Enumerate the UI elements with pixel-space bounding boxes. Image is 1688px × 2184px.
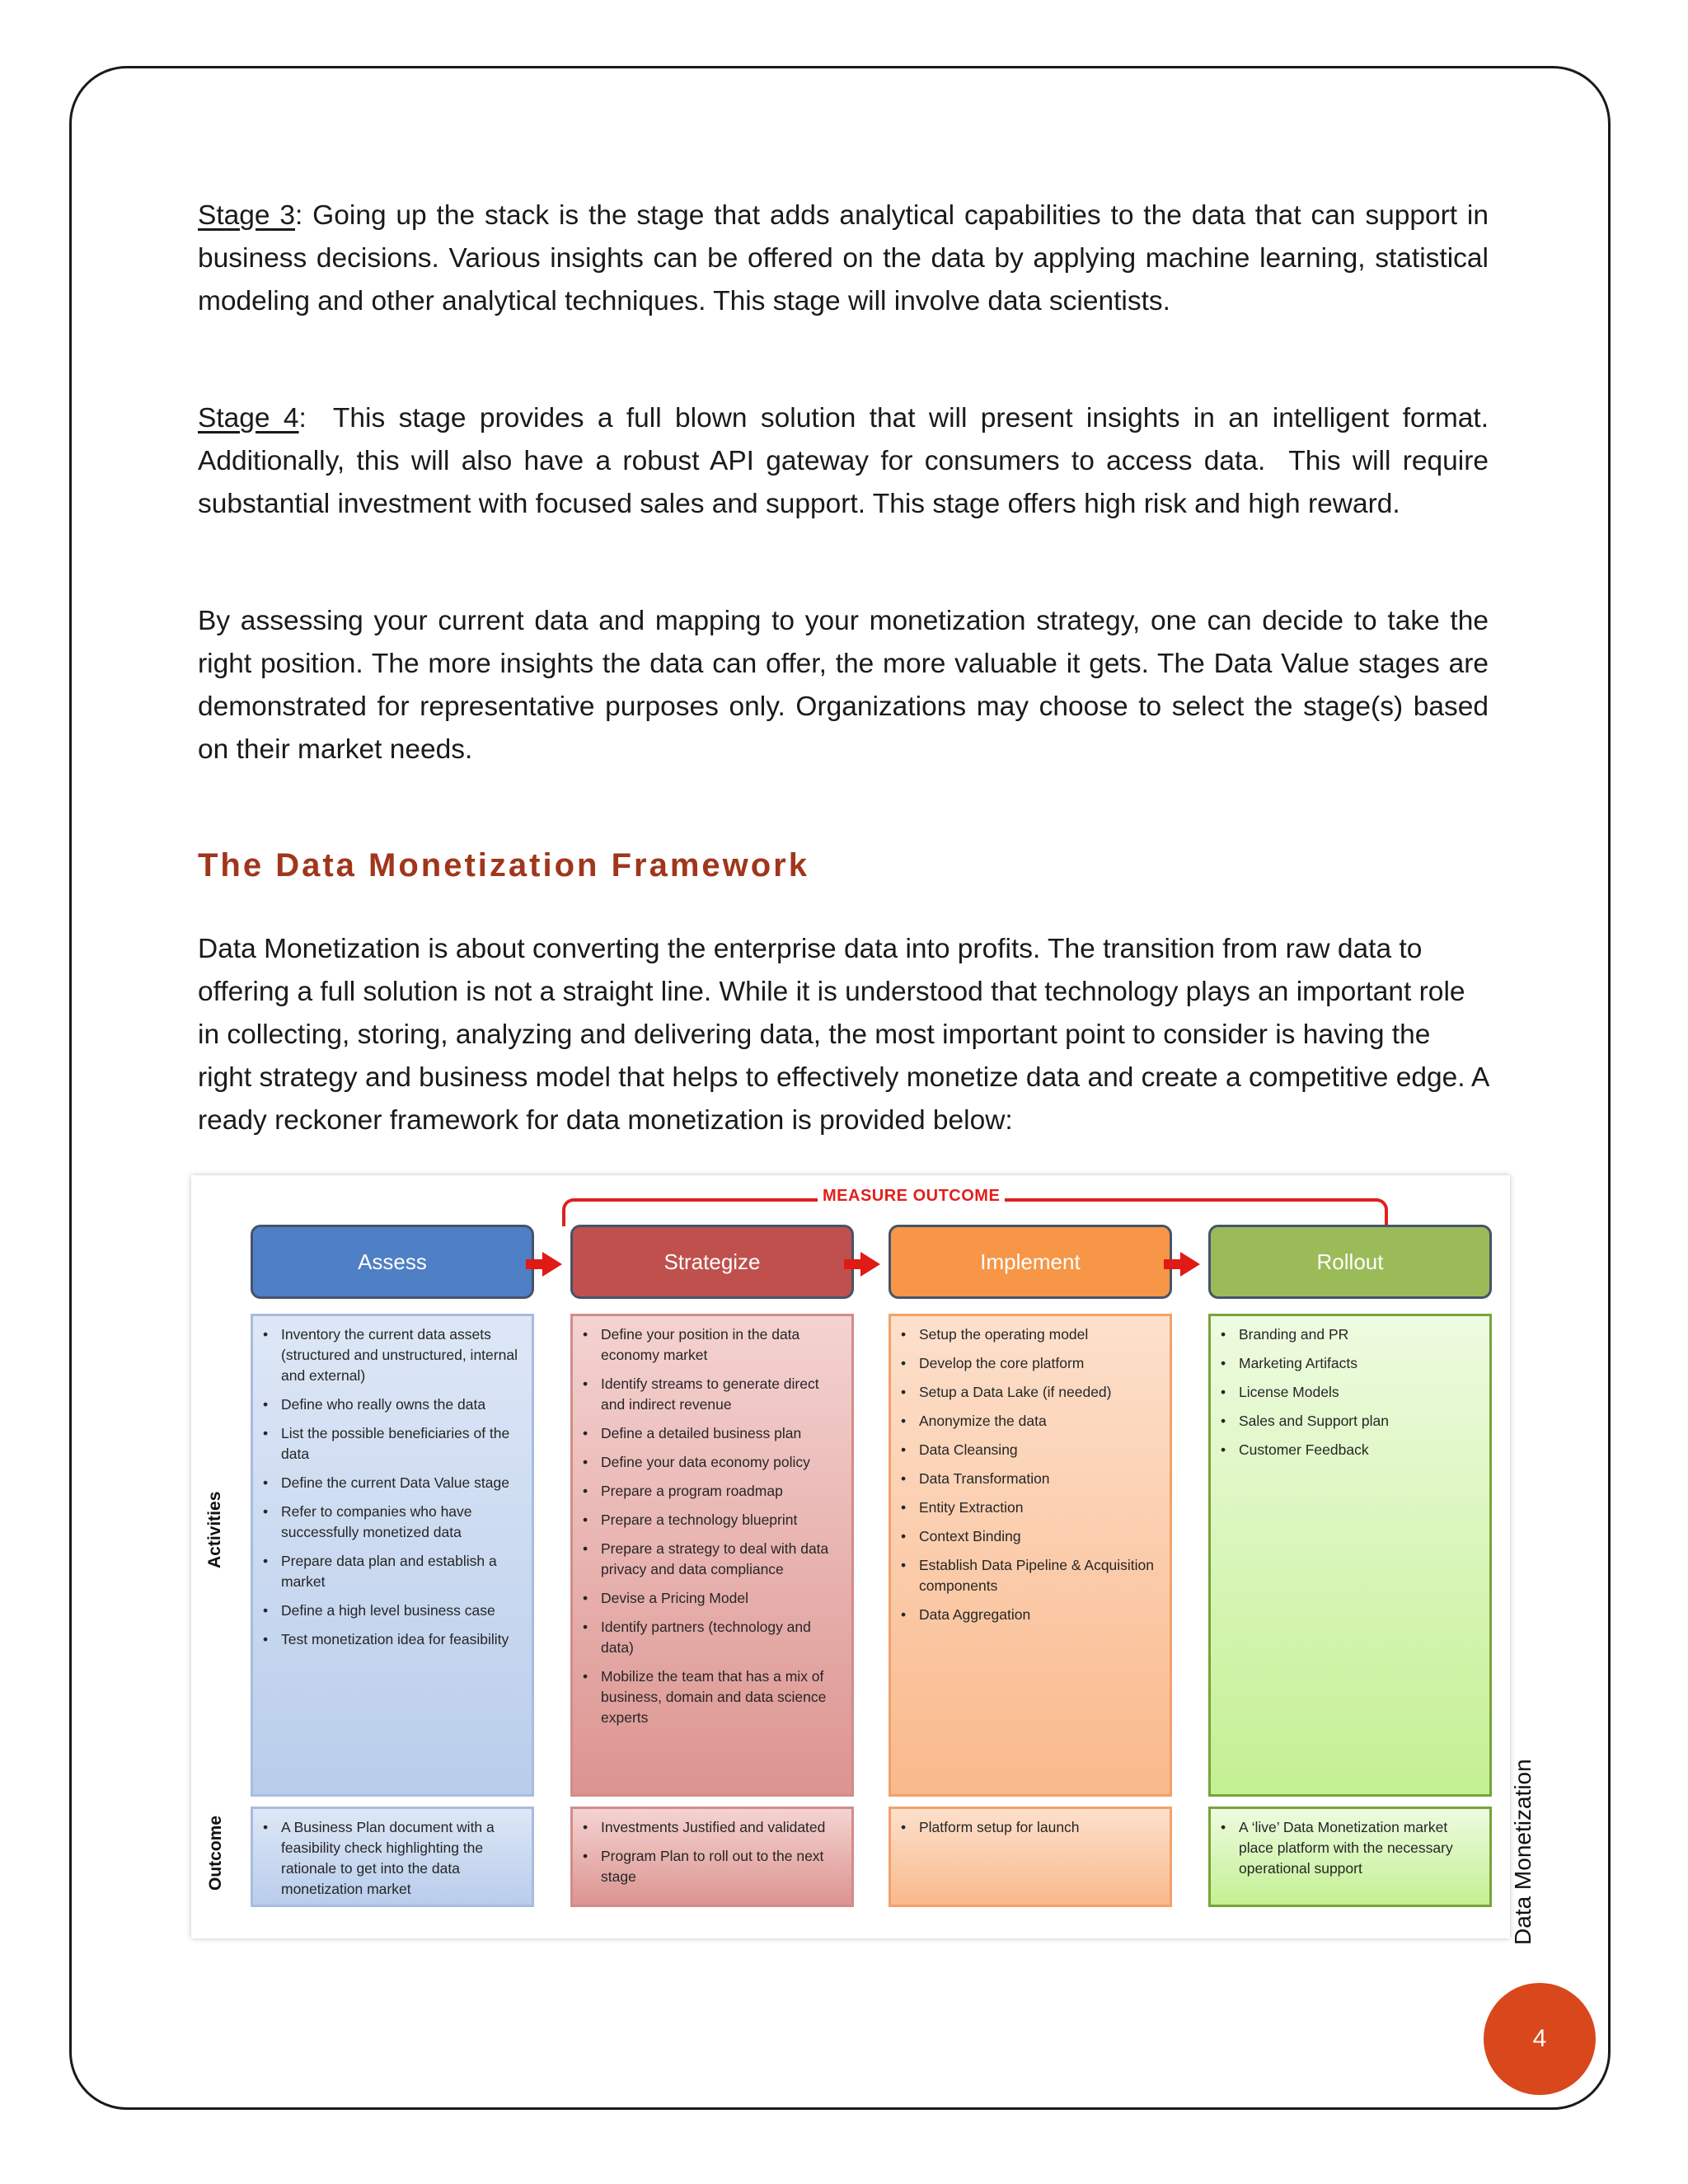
- activity-item: • Develop the core platform: [898, 1353, 1163, 1374]
- activity-item: • Data Cleansing: [898, 1440, 1163, 1460]
- activity-item: • Entity Extraction: [898, 1497, 1163, 1518]
- page-number: 4: [1532, 2025, 1547, 2052]
- activity-item: • License Models: [1217, 1382, 1483, 1403]
- framework-figure: [191, 1175, 1510, 1938]
- phase-assess-title: Assess: [358, 1249, 427, 1274]
- stage3-label: Stage 3: [198, 200, 296, 231]
- activities-row-label: Activities: [205, 1491, 224, 1568]
- phase-implement-title: Implement: [980, 1249, 1081, 1274]
- page-number-badge: [1484, 1983, 1596, 2095]
- activity-item: • Branding and PR: [1217, 1324, 1483, 1345]
- phase-strategize-title: Strategize: [663, 1249, 761, 1274]
- outcome-row-label: Outcome: [206, 1815, 225, 1891]
- rollout-outcome-box: [1208, 1807, 1492, 1907]
- outcome-item: • Program Plan to roll out to the next stage: [579, 1846, 845, 1887]
- activity-item: • Devise a Pricing Model: [579, 1588, 845, 1609]
- activity-item: • Define a detailed business plan: [579, 1423, 845, 1444]
- activity-item: • Context Binding: [898, 1526, 1163, 1547]
- activity-item: • Identify partners (technology and data): [579, 1617, 845, 1658]
- phase-implement-header: [889, 1225, 1172, 1299]
- stage3-paragraph: [198, 194, 1489, 323]
- stage3-text: : Going up the stack is the stage that adds analytical capabilities to the data that can support in business decisions. Various insights can be offered on the data by applying machine learning, statistical modeling and other analytical techniques. This stage will involve data scientists.: [198, 200, 1489, 316]
- arrow-right-icon: [1180, 1252, 1200, 1277]
- phase-strategize-header: [570, 1225, 854, 1299]
- section-heading: The Data Monetization Framework: [198, 847, 809, 883]
- running-title: Data Monetization: [1510, 1759, 1536, 1945]
- activity-item: • Refer to companies who have successfully monetized data: [260, 1502, 525, 1543]
- activity-item: • Customer Feedback: [1217, 1440, 1483, 1460]
- activity-item: • Data Transformation: [898, 1469, 1163, 1489]
- outcome-item: • A ‘live’ Data Monetization market place platform with the necessary operational support: [1217, 1817, 1483, 1879]
- stage4-paragraph: [198, 397, 1497, 526]
- stage4-label: Stage 4: [198, 403, 299, 434]
- outcome-item: • Investments Justified and validated: [579, 1817, 845, 1838]
- activity-item: • Setup the operating model: [898, 1324, 1163, 1345]
- assess-activities-box: [251, 1314, 534, 1797]
- phase-rollout-title: Rollout: [1316, 1249, 1384, 1274]
- activity-item: • Prepare data plan and establish a market: [260, 1551, 525, 1592]
- implement-outcome-box: [889, 1807, 1172, 1907]
- activity-item: • Define the current Data Value stage: [260, 1473, 525, 1493]
- activity-item: • Test monetization idea for feasibility: [260, 1629, 525, 1650]
- activity-item: • Define your data economy policy: [579, 1452, 845, 1473]
- intro-paragraph: Data Monetization is about converting the enterprise data into profits. The transition from raw data to offering a full solution is not a straight line. While it is understood that technology plays an important role in collecting, storing, analyzing and delivering data, the most important point to consider is having the right strategy and business model that helps to effectively monetize data and create a competitive edge. A ready reckoner framework for data monetization is provided below:: [198, 934, 1489, 1136]
- activity-item: • Prepare a strategy to deal with data privacy and data compliance: [579, 1539, 845, 1580]
- activity-item: • Define your position in the data economy market: [579, 1324, 845, 1366]
- activity-item: • Define who really owns the data: [260, 1394, 525, 1415]
- activity-item: • Anonymize the data: [898, 1411, 1163, 1432]
- activity-item: • Identify streams to generate direct and indirect revenue: [579, 1374, 845, 1415]
- strategize-outcome-box: [570, 1807, 854, 1907]
- activity-item: • Sales and Support plan: [1217, 1411, 1483, 1432]
- stage4-text: : This stage provides a full blown solution that will present insights in an intelligent format. Additionally, this will also have a robust API gateway for consumers to access data. This will require substantial investment with focused sales and support. This stage offers high risk and high reward.: [198, 403, 1497, 519]
- activity-item: • Inventory the current data assets (structured and unstructured, internal and external): [260, 1324, 525, 1386]
- outcome-item: • A Business Plan document with a feasibility check highlighting the rationale to get into the data monetization market: [260, 1817, 525, 1900]
- outcome-item: • Platform setup for launch: [898, 1817, 1163, 1838]
- activity-item: • Marketing Artifacts: [1217, 1353, 1483, 1374]
- arrow-right-icon: [542, 1252, 562, 1277]
- implement-activities-box: [889, 1314, 1172, 1797]
- activity-item: • Setup a Data Lake (if needed): [898, 1382, 1163, 1403]
- measure-outcome-label: MEASURE OUTCOME: [818, 1187, 1005, 1206]
- activity-item: • Data Aggregation: [898, 1605, 1163, 1625]
- activity-item: • Define a high level business case: [260, 1601, 525, 1621]
- phase-assess-header: [251, 1225, 534, 1299]
- activity-item: • Prepare a program roadmap: [579, 1481, 845, 1502]
- assess-outcome-box: [251, 1807, 534, 1907]
- assessing-paragraph: By assessing your current data and mapping to your monetization strategy, one can decide to take the right position. The more insights the data can offer, the more valuable it gets. The Data Value stages are demonstrated for representative purposes only. Organizations may choose to select the stage(s) based on their market needs.: [198, 606, 1489, 765]
- phase-rollout-header: [1208, 1225, 1492, 1299]
- activity-item: • Prepare a technology blueprint: [579, 1510, 845, 1530]
- activity-item: • List the possible beneficiaries of the data: [260, 1423, 525, 1465]
- arrow-right-icon: [860, 1252, 880, 1277]
- rollout-activities-box: [1208, 1314, 1492, 1797]
- strategize-activities-box: [570, 1314, 854, 1797]
- activity-item: • Establish Data Pipeline & Acquisition components: [898, 1555, 1163, 1596]
- activity-item: • Mobilize the team that has a mix of business, domain and data science experts: [579, 1666, 845, 1728]
